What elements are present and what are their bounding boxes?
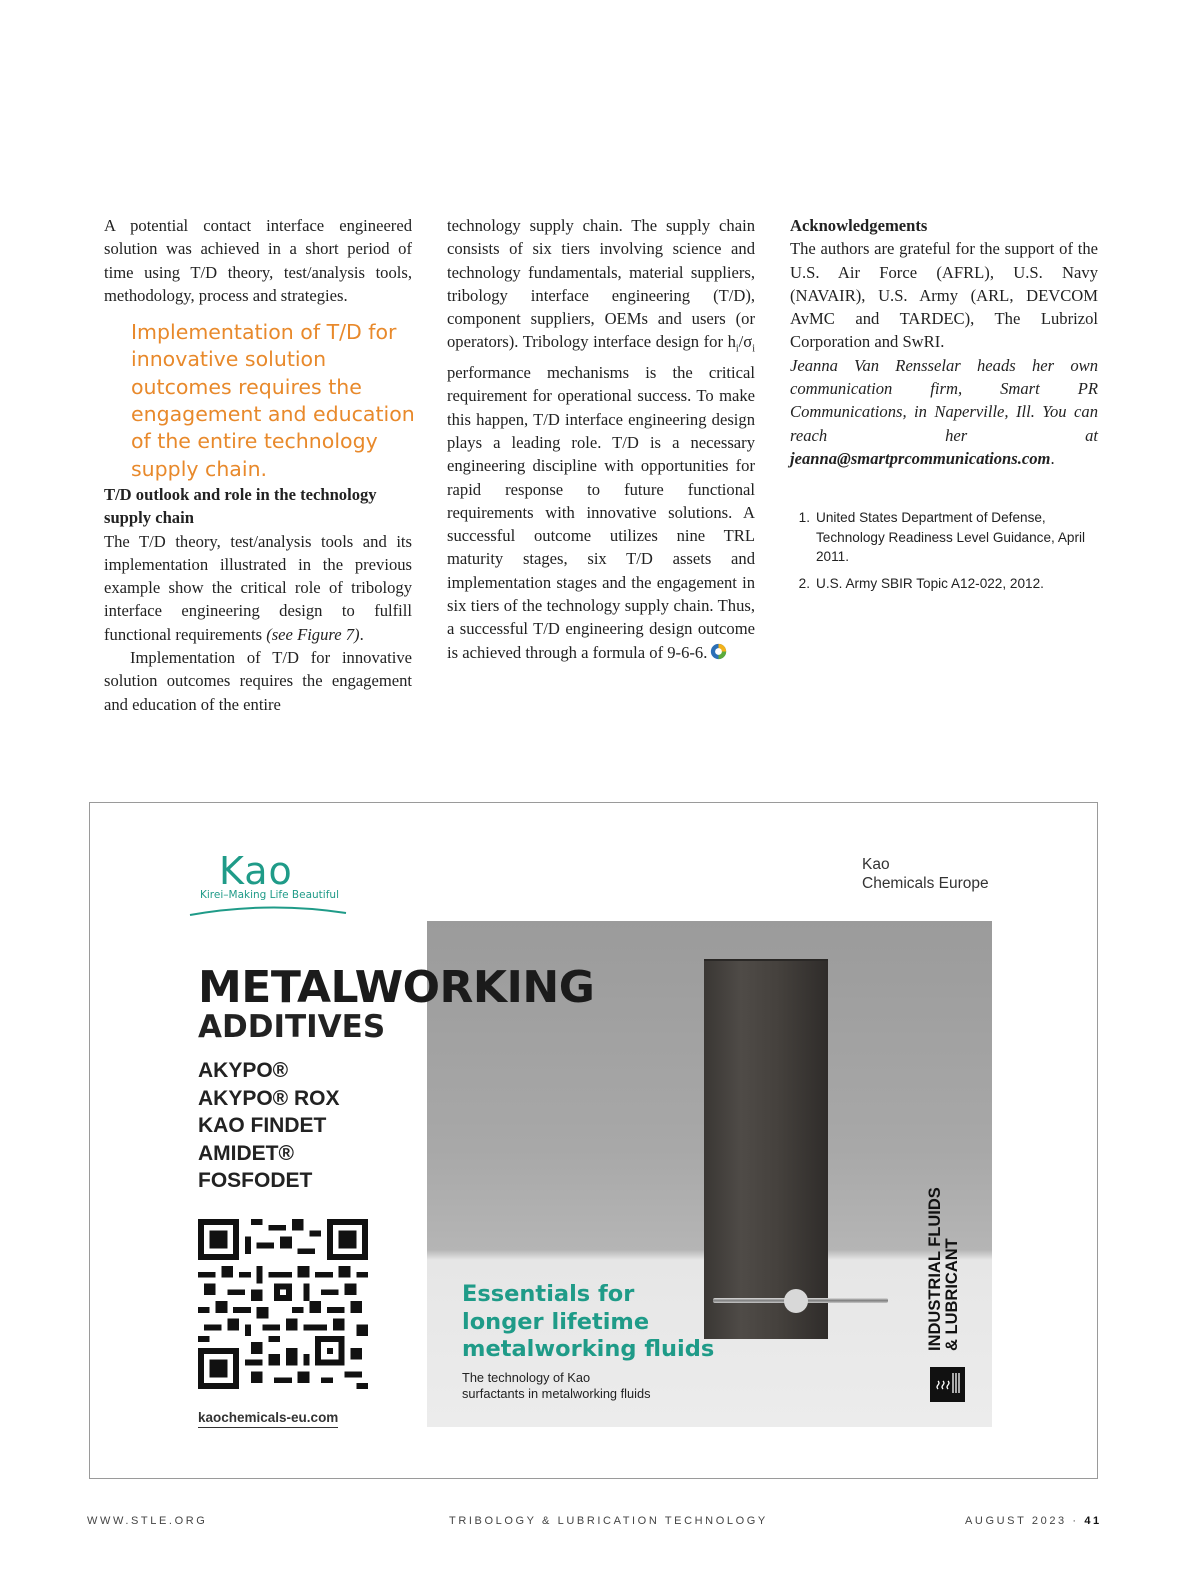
stle-end-mark-icon	[710, 643, 727, 660]
reference-item	[790, 574, 1098, 594]
vertical-line: INDUSTRIAL FLUIDS	[926, 1187, 944, 1351]
qr-code-icon[interactable]	[198, 1219, 368, 1389]
author-email[interactable]: jeanna@smartprcommunications.com	[790, 448, 1051, 468]
product-item: AKYPO®	[198, 1059, 289, 1082]
ad-subtitle: ADDITIVES	[198, 1009, 386, 1045]
column-3	[790, 214, 1098, 600]
ad-title: METALWORKING	[198, 962, 595, 1013]
ad-headline	[462, 1281, 714, 1364]
footer-publication: TRIBOLOGY & LUBRICATION TECHNOLOGY	[449, 1515, 768, 1527]
reference-text: United States Department of Defense, Technology Readiness Level Guidance, April 2011.	[816, 510, 1086, 565]
body-paragraph	[104, 530, 412, 646]
acknowledgements-heading: Acknowledgements	[790, 216, 928, 235]
body-paragraph	[447, 214, 755, 664]
kao-logo: Kao	[219, 849, 293, 893]
issue-date: AUGUST 2023	[965, 1515, 1067, 1527]
plate-hole-image	[784, 1289, 808, 1313]
headline-line: longer lifetime	[462, 1308, 650, 1335]
bio-end: .	[1050, 448, 1055, 468]
reference-item	[790, 508, 1098, 567]
subscript: i	[752, 343, 755, 355]
industrial-fluids-label	[927, 1171, 961, 1351]
paragraph-text: The T/D theory, test/analysis tools and its implementation illustrated in the previous example show the critical role of tribology interface engineering design to fulfill functional requirements	[104, 531, 412, 644]
paragraph-text: performance mechanisms is the critical requirement for operational success. To make this happen, T/D interface engineering design plays a leading role. T/D is a necessary engineering discipline with opportunities for rapid response to future functional requirements with innovative solutions. A successful outcome utilizes nine TRL maturity stages, six T/D assets and implementation stages and the engagement in six tiers of the technology supply chain. Thus, a successful T/D engineering design outcome is achieved through a formula of 9-6-6.	[447, 363, 755, 662]
product-item: AMIDET®	[198, 1141, 294, 1165]
ad-subline	[462, 1370, 650, 1401]
intro-paragraph: A potential contact interface engineered solution was achieved in a short period of time using T/D theory, test/analysis tools, methodology, process and strategies.	[104, 216, 412, 305]
subline-line: surfactants in metalworking fluids	[462, 1385, 651, 1401]
company-name	[862, 855, 989, 893]
subline-line: The technology of Kao	[462, 1370, 591, 1385]
bio-text: Jeanna Van Rensselar heads her own communication firm, Smart PR Communications, in Naperville, Ill. You can reach her at	[790, 355, 1098, 445]
subscript: i	[735, 343, 739, 355]
section-heading: T/D outlook and role in the technology supply chain	[104, 484, 377, 528]
kao-advertisement[interactable]	[89, 802, 1098, 1479]
column-2	[447, 214, 755, 664]
column-1	[104, 214, 415, 716]
paragraph-text: technology supply chain. The supply chain consists of six tiers involving science and technology fundamentals, material suppliers, tribology interface engineering (T/D), component suppliers, OEMs and users (or operators). Tribology interface design for h	[447, 216, 755, 352]
reference-number: 1.	[798, 510, 810, 526]
logo-swoosh-icon	[188, 903, 348, 919]
product-item: AKYPO® ROX	[198, 1086, 340, 1110]
body-paragraph: Implementation of T/D for innovative solution outcomes requires the engagement and education of the entire	[104, 648, 412, 714]
product-item: KAO FINDET	[198, 1114, 327, 1137]
paragraph-end: .	[359, 624, 364, 644]
product-item: FOSFODET	[198, 1169, 313, 1192]
company-line-2: Chemicals Europe	[862, 875, 989, 892]
sigma-symbol: /σ	[738, 332, 753, 352]
headline-line: metalworking fluids	[462, 1336, 715, 1362]
reference-number: 2.	[798, 575, 810, 591]
metal-plate-image	[704, 959, 828, 1339]
kao-tagline: Kirei–Making Life Beautiful	[200, 889, 339, 901]
vertical-line: & LUBRICANT	[943, 1238, 961, 1351]
ad-url-link[interactable]: kaochemicals-eu.com	[198, 1410, 338, 1428]
figure-reference: (see Figure 7)	[266, 624, 360, 644]
references-list	[790, 508, 1098, 593]
fluids-category-icon	[930, 1367, 965, 1402]
headline-line: Essentials for	[462, 1281, 635, 1307]
acknowledgements-text: The authors are grateful for the support of the U.S. Air Force (AFRL), U.S. Navy (NAVAIR), U.S. Army (ARL, DEVCOM AvMC and TARDEC), The Lubrizol Corporation and SwRI.	[790, 239, 1098, 352]
footer-website[interactable]: WWW.STLE.ORG	[87, 1515, 208, 1527]
reference-text: U.S. Army SBIR Topic A12-022, 2012.	[816, 575, 1044, 591]
separator: ·	[1072, 1515, 1079, 1527]
pull-quote: Implementation of T/D for innovative solution outcomes requires the engagement and education of the entire technology supply chain.	[131, 320, 415, 481]
footer-issue	[965, 1515, 1102, 1527]
author-bio	[790, 354, 1098, 470]
page-number: 41	[1084, 1515, 1102, 1527]
product-list	[198, 1057, 340, 1195]
company-line-1: Kao	[862, 856, 890, 873]
